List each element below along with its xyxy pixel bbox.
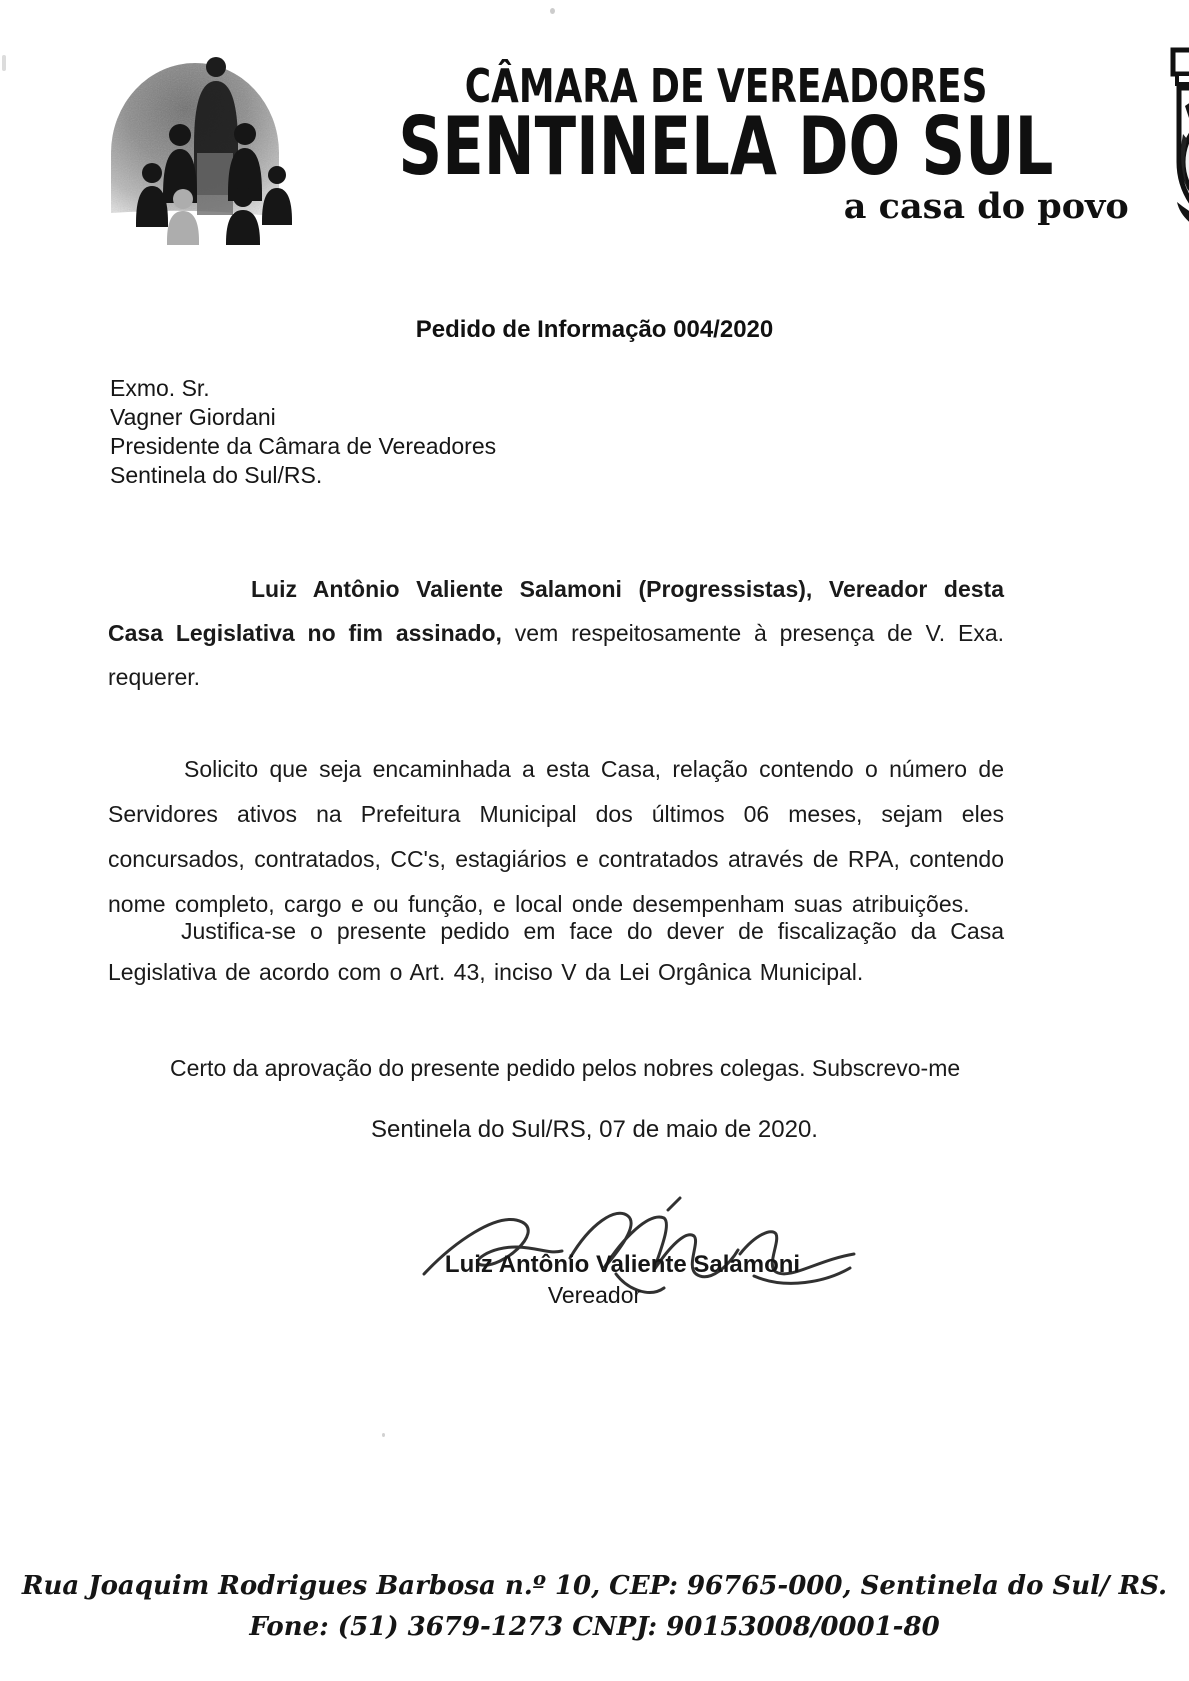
footer-address-line: Rua Joaquim Rodrigues Barbosa n.º 10, CEP: 96765-000, Sentinela do Sul/ RS. [21, 1571, 1168, 1601]
scan-artifact [2, 55, 6, 71]
place-date-line: Sentinela do Sul/RS, 07 de maio de 2020. [371, 1116, 818, 1143]
letter-footer [0, 1566, 1189, 1648]
letterhead-titles [295, 44, 1157, 226]
intro-rest: vem respeitosamente à presença de V. Exa. requerer. [108, 620, 1005, 690]
letterhead [95, 44, 1129, 259]
signer-name: Luiz Antônio Valiente Salamoni [444, 1251, 801, 1278]
footer-phone-line: Fone: (51) 3679-1273 CNPJ: 90153008/0001-80 [249, 1612, 940, 1642]
org-name-line1: CÂMARA DE VEREADORES [464, 59, 988, 113]
addressee-line: Sentinela do Sul/RS. [110, 462, 323, 488]
closing-line: Certo da aprovação do presente pedido pelos nobres colegas. Subscrevo-me [170, 1055, 961, 1081]
addressee-line: Presidente da Câmara de Vereadores [110, 433, 497, 459]
coat-of-arms-icon [1159, 44, 1189, 256]
scan-artifact [382, 1433, 385, 1437]
org-name-line2: SENTINELA DO SUL [398, 100, 1054, 193]
addressee-block [110, 374, 496, 490]
scan-artifact [550, 8, 555, 14]
signature-block [0, 1196, 1189, 1326]
justification-paragraph: Justifica-se o presente pedido em face do dever de fiscalização da Casa Legislativa de acordo com o Art. 43, inciso V da Lei Orgânica Municipal. [108, 918, 1004, 985]
addressee-line: Exmo. Sr. [110, 375, 210, 401]
intro-author-bold: Luiz Antônio Valiente Salamoni (Progressistas), Vereador desta Casa Legislativa no fim assinado, [108, 576, 1004, 646]
assembly-photo-logo [95, 44, 295, 246]
signer-role: Vereador [547, 1282, 642, 1308]
intro-paragraph [108, 567, 1004, 699]
document-title: Pedido de Informação 004/2020 [415, 316, 774, 343]
addressee-line: Vagner Giordani [110, 404, 276, 430]
request-paragraph: Solicito que seja encaminhada a esta Casa, relação contendo o número de Servidores ativos na Prefeitura Municipal dos últimos 06 meses, sejam eles concursados, contratados, CC's, estagiários e contratados através de RPA, contendo nome completo, cargo e ou função, e local onde desempenham suas atribuições. [108, 756, 1004, 917]
org-tagline: a casa do povo [843, 186, 1129, 227]
